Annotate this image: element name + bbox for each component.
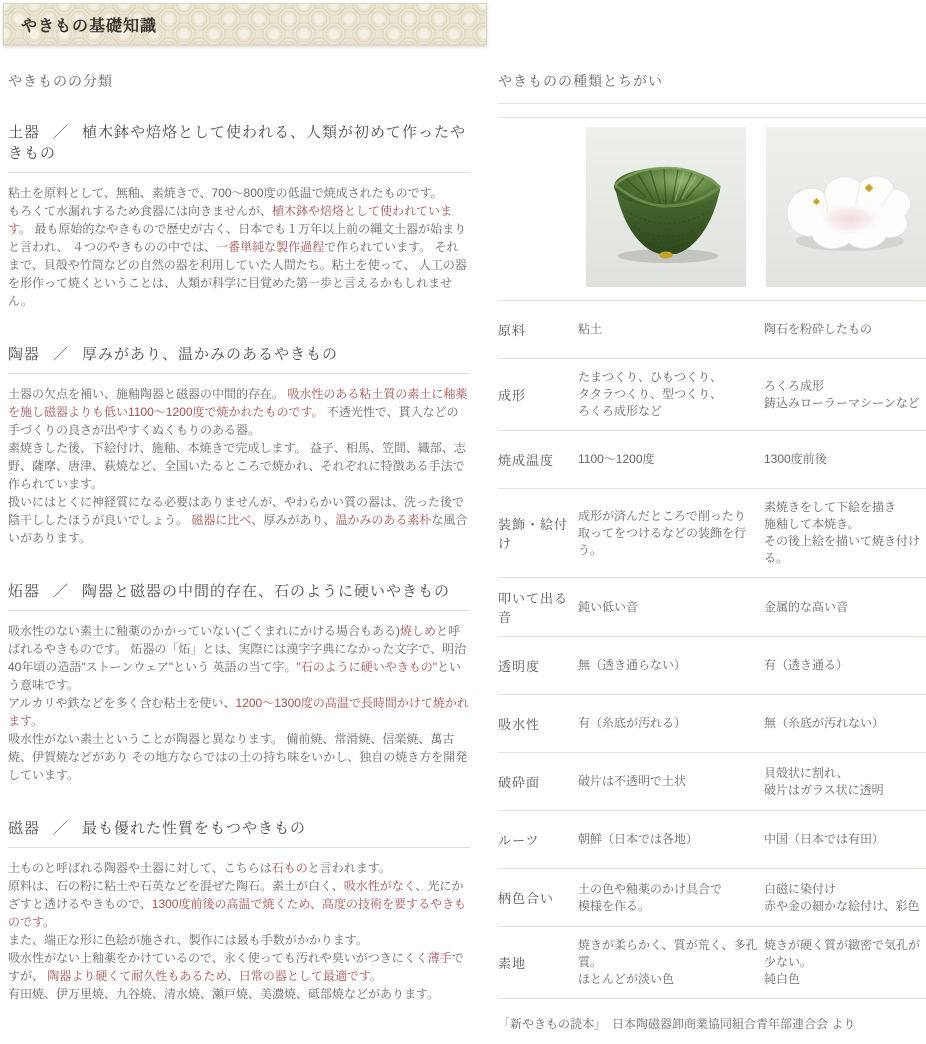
section-heading [8,343,470,374]
cell-line: 朝鮮（日本では各地） [578,832,699,846]
text-segment: 素焼きした後、下絵付け、施釉、本焼きで完成します。 益子、相馬、笠間、織部、志野、薩摩、唐津、萩焼など、全国いたるところで焼かれ、それぞれに特徴ある手法で作られています。 [8,441,466,491]
table-row [498,430,926,488]
cell-jiki [764,378,926,412]
classification-section [8,580,470,784]
classification-section [8,121,470,310]
comparison-table [498,300,926,999]
comparison-table-body [498,300,926,998]
comparison-title: やきものの種類とちがい [498,73,663,89]
row-label: 焼成温度 [498,453,555,468]
cell-line: 純白色 [764,972,801,986]
section-name: 陶器 [8,346,41,363]
cell-jiki [764,937,926,988]
table-row [498,577,926,636]
source-note: 「新やきもの読本」 日本陶磁器卸商業協同組合青年部連合会 より [498,1017,856,1031]
classification-title: やきものの分類 [8,73,113,89]
comparison-column [498,45,926,1044]
cell-line: 中国（日本では有田） [764,832,885,846]
text-segment: 原料は、石の粉に粘土や石英などを混ぜた陶石。素土が白く、 [8,879,344,893]
text-segment: 石もの [271,861,308,875]
cell-line: 赤や金の細かな絵付け、彩色 [764,898,920,913]
text-segment: と言われます。 [307,861,391,875]
body-line [8,385,470,439]
cell-line: 鋳込みローラーマシーンなど [764,395,920,410]
cell-toki [578,657,764,674]
green-oribe-bowl-photo [586,127,746,287]
cell-jiki [764,321,926,338]
text-segment: 扱いにはとくに神経質になる必要はありませんが、やわらかい質の器は、洗った後で陰干ししたほうが良いでしょう。 [8,495,465,527]
body-line [8,931,470,949]
text-segment: 吸水性のある粘土質の素土に釉薬を施し磁器よりも低い1100～1200度で焼かれたものです。 [8,387,468,419]
divider [498,103,926,104]
section-separator: ／ [53,346,70,363]
text-segment: 不透光性で、貫入などの手づくりの良さが出やすくぬくもりのある器。 [8,405,459,437]
cell-line: 有（糸底が汚れる） [578,716,687,730]
text-segment: 吸水性がない上釉薬をかけているので、永く使っても汚れや臭いがつきにくく [8,951,428,965]
table-row [498,868,926,926]
body-line [8,859,470,877]
row-label: 柄色合い [498,891,555,906]
text-segment: もろくて水漏れするため食器には向きませんが、 [8,204,273,218]
text-segment: という意味です。 [8,660,462,692]
text-segment: また、端正な形に色絵が施され、製作には最も手数がかかります。 [8,933,368,947]
cell-line: 施釉して本焼き。 [764,517,860,531]
row-label: 原料 [498,323,527,338]
cell-jiki [764,499,926,567]
text-segment: 磁器に比べ、 [191,513,264,527]
body-line [8,493,470,547]
body-line [8,730,470,784]
cell-toki [578,831,764,848]
text-segment: アルカリや鉄などを多く含む粘土を使い、 [8,696,236,710]
row-label: 装飾・絵付け [498,517,569,551]
text-segment: 光にかざすと透けるやきもので、 [8,879,464,911]
table-row [498,300,926,358]
cell-line: その後上絵を描いて焼き付ける。 [764,534,921,565]
content-columns [0,45,926,1044]
section-body [8,622,470,784]
cell-toki [578,508,764,559]
cell-jiki [764,599,926,616]
section-heading [8,580,470,611]
section-name: 磁器 [8,820,41,837]
cell-line: ろくろ成形 [764,378,825,393]
table-row [498,358,926,430]
divider [498,117,926,118]
cell-toki [578,369,764,420]
page-header-banner [3,3,487,45]
cell-toki [578,321,764,338]
cell-jiki [764,881,926,915]
text-segment: 。 最も原始的なやきもので歴史が古く、日本でも１万年以上前の縄文土器が始まりと言われ、 ４つのやきものの中では、 [8,222,467,254]
cell-line: 陶石を粉砕したもの [764,322,873,336]
text-segment: 吸水性のない素土に釉薬のかかっていない(ごくまれにかける場合もある) [8,624,400,638]
cell-line: たまつくり、ひもつくり、 [578,370,723,384]
cell-line: タタラつくり、型つくり、 [578,387,723,401]
white-porcelain-dish-photo [766,127,926,287]
section-heading [8,817,470,848]
text-segment: ですが、 [8,951,464,983]
text-segment: 有田焼、伊万里焼、九谷焼、清水焼、瀬戸焼、美濃焼、砥部焼などがあります。 [8,987,440,1001]
table-row [498,488,926,577]
text-segment: 1200～1300度の高温で長時間かけて焼かれます。 [8,696,469,728]
section-subtitle: 陶器と磁器の中間的存在、石のように硬いやきもの [82,583,451,600]
section-separator: ／ [53,820,70,837]
cell-line: ろくろ成形など [578,404,663,418]
cell-line: 白磁に染付け [764,881,837,896]
section-heading [8,121,470,173]
cell-line: 土の色や釉薬のかけ具合で [578,881,723,896]
text-segment: 吸水性がなく、 [343,879,428,893]
cell-line: 素焼きをして下絵を描き [764,500,897,514]
cell-toki [578,451,764,468]
body-line [8,184,470,202]
table-row [498,752,926,810]
table-row [498,636,926,694]
cell-jiki [764,657,926,674]
cell-line: ほとんどが淡い色 [578,972,675,986]
text-segment: 焼しめ [400,624,437,638]
cell-jiki [764,831,926,848]
body-line [8,622,470,694]
cell-line: 破片は不透明で土状 [578,774,687,788]
cell-toki [578,599,764,616]
cell-line: 粘土 [578,322,603,336]
pottery-photos [498,127,926,287]
section-body [8,385,470,547]
body-line [8,949,470,985]
cell-jiki [764,451,926,468]
cell-line: 金属的な高い音 [764,599,849,614]
cell-toki [578,937,764,988]
cell-toki [578,881,764,915]
text-segment: 薄手 [427,951,452,965]
text-segment: 吸水性がない素土ということが陶器と異なります。 備前焼、常滑焼、信楽焼、萬古焼、伊賀焼などがあり その地方ならではの土の持ち味をいかし、独自の焼き方を開発しています。 [8,732,468,782]
classification-section [8,817,470,1003]
section-body [8,184,470,310]
cell-line: 有（透き通る） [764,658,849,672]
body-line [8,202,470,310]
text-segment: 厚みがあり、 [263,513,336,527]
text-segment: "石のように硬いやきもの" [296,660,438,674]
table-row [498,926,926,998]
section-name: 土器 [8,124,41,141]
row-label: 吸水性 [498,717,541,732]
row-label: ルーツ [498,833,540,848]
cell-jiki [764,715,926,732]
row-label: 叩いて出る音 [498,591,569,625]
cell-line: 1100～1200度 [578,452,655,466]
cell-line: 模様を作る。 [578,898,651,913]
cell-line: 無（糸底が汚れない） [764,716,885,730]
text-segment: 土器の欠点を補い、施釉陶器と磁器の中間的存在。 [8,387,288,401]
body-line [8,694,470,730]
cell-line: 成形が済んだところで削ったり [578,508,746,523]
text-segment: 土ものと呼ばれる陶器や土器に対して、こちらは [8,861,272,875]
row-label: 透明度 [498,659,541,674]
cell-line: 貝殻状に割れ、 [764,765,849,780]
section-name: 炻器 [8,583,41,600]
cell-line: 無（透き通らない） [578,658,687,672]
text-segment: 陶器より硬くて耐久性もあるため、日常の器として最適です。 [47,969,382,983]
row-label: 破砕面 [498,775,541,790]
table-row [498,810,926,868]
section-separator: ／ [53,124,70,141]
cell-line: 1300度前後 [764,452,827,466]
section-subtitle: 厚みがあり、温かみのあるやきもの [82,346,339,363]
classification-sections [8,121,470,1003]
page-title: やきもの基礎知識 [21,17,158,35]
cell-toki [578,773,764,790]
section-subtitle: 植木鉢や焙烙として使われる、人類が初めて作ったやきもの [8,124,467,162]
body-line [8,877,470,931]
cell-line: 取ってをつけるなどの装飾を行う。 [578,525,747,557]
cell-line: 鈍い低い音 [578,599,639,614]
cell-line: 焼きが柔らかく、質が荒く、多孔質。 [578,938,758,969]
section-body [8,859,470,1003]
text-segment: 温かみのある素朴 [335,513,432,527]
text-segment: な風合いがあります。 [8,513,468,545]
cell-line: 焼きが硬く質が緻密で気孔が少ない。 [764,938,921,969]
classification-column [8,45,470,1044]
body-line [8,985,470,1003]
text-segment: 植木鉢や焙烙として使われています [8,204,453,236]
text-segment: 粘土を原料として、無釉、素焼きで、700～800度の低温で焼成されたものです。 [8,186,443,200]
table-row [498,694,926,752]
cell-jiki [764,765,926,799]
text-segment: 1300度前後の高温で焼くため、高度の技術を要するやきものです。 [8,897,466,929]
text-segment: 一番単純な製作過程 [216,240,325,254]
cell-line: 破片はガラス状に透明 [764,782,884,797]
classification-section [8,343,470,547]
cell-toki [578,715,764,732]
row-label: 素地 [498,956,527,971]
row-label: 成形 [498,388,527,403]
section-subtitle: 最も優れた性質をもつやきもの [82,820,307,837]
text-segment: で作られています。 それまで、貝殻や竹筒などの自然の器を利用していた人間たち。粘土を使って、 人工の器を形作って焼くということは、人類が科学に目覚めた第一歩と言えるかもしれません。 [8,240,467,308]
section-separator: ／ [53,583,70,600]
body-line [8,439,470,493]
text-segment: と呼ばれるやきものです。 炻器の「炻」とは、実際には漢字字典になかった文字で、明治40年頃の造語"ストーンウェア"という 英語の当て字。 [8,624,467,674]
